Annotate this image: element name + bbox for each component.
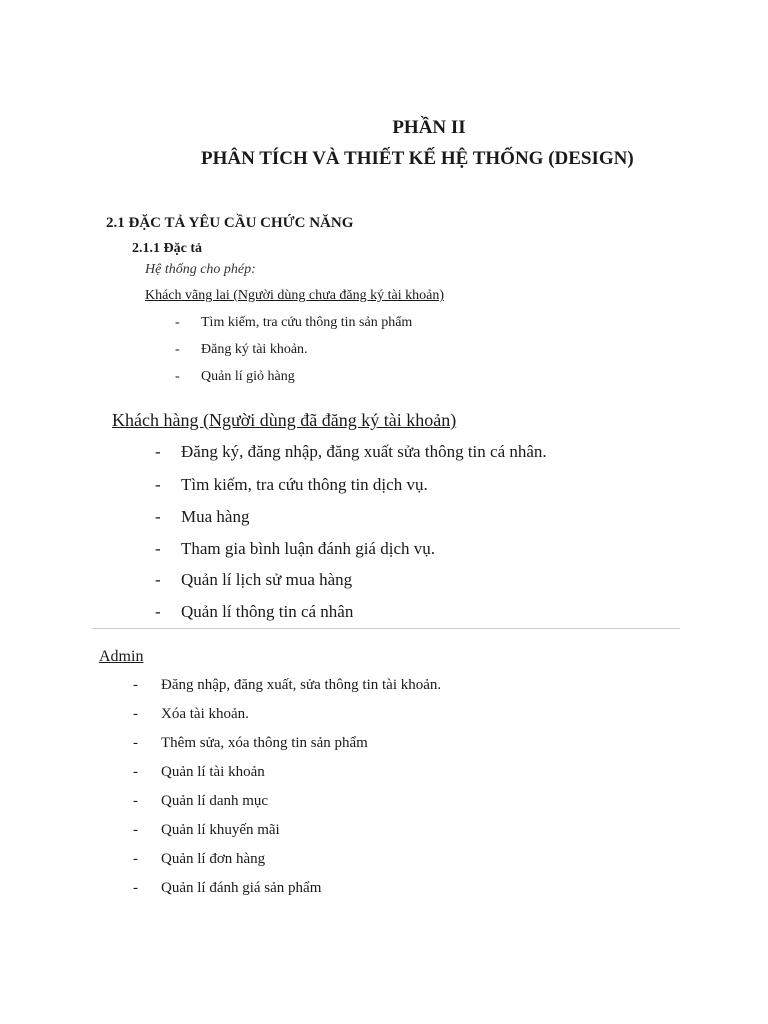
list-item bbox=[155, 602, 353, 622]
bullet-dash: - bbox=[133, 822, 138, 838]
bullet-dash: - bbox=[155, 570, 161, 589]
list-item-text: Quản lí đánh giá sản phẩm bbox=[161, 880, 322, 896]
list-item-text: Tham gia bình luận đánh giá dịch vụ. bbox=[181, 539, 435, 558]
bullet-dash: - bbox=[155, 475, 161, 494]
list-item bbox=[133, 793, 268, 810]
list-item-text: Quản lí danh mục bbox=[161, 793, 269, 809]
bullet-dash: - bbox=[133, 706, 138, 722]
list-item-text: Mua hàng bbox=[181, 507, 250, 526]
guest-group-title: Khách vãng lai (Người dùng chưa đăng ký tài khoản) bbox=[145, 288, 444, 303]
list-item-text: Đăng nhập, đăng xuất, sửa thông tin tài khoản. bbox=[161, 677, 442, 693]
bullet-dash: - bbox=[133, 677, 138, 693]
list-item-text: Tìm kiếm, tra cứu thông tin sản phẩm bbox=[201, 315, 413, 330]
admin-group-title: Admin bbox=[99, 648, 144, 665]
list-item-text: Tìm kiếm, tra cứu thông tin dịch vụ. bbox=[181, 475, 428, 494]
bullet-dash: - bbox=[155, 442, 161, 461]
list-item bbox=[155, 442, 547, 462]
customer-group-title: Khách hàng (Người dùng đã đăng ký tài khoản) bbox=[112, 410, 457, 430]
list-item-text: Quản lí giỏ hàng bbox=[201, 369, 295, 384]
list-item bbox=[133, 822, 280, 839]
bullet-dash: - bbox=[155, 602, 161, 621]
list-item bbox=[155, 570, 352, 590]
list-item bbox=[133, 764, 265, 781]
list-item bbox=[175, 342, 308, 358]
list-item-text: Quản lí tài khoản bbox=[161, 764, 265, 780]
list-item-text: Quản lí thông tin cá nhân bbox=[181, 602, 354, 621]
list-item bbox=[133, 735, 368, 752]
list-item bbox=[133, 706, 249, 723]
bullet-dash: - bbox=[155, 507, 161, 526]
list-item bbox=[175, 315, 412, 331]
list-item-text: Xóa tài khoản. bbox=[161, 706, 249, 722]
part-heading: PHẦN II bbox=[392, 117, 466, 138]
section-title: 2.1 ĐẶC TẢ YÊU CẦU CHỨC NĂNG bbox=[106, 215, 354, 231]
bullet-dash: - bbox=[133, 764, 138, 780]
list-item bbox=[133, 677, 441, 694]
list-item-text: Đăng ký tài khoản. bbox=[201, 342, 308, 357]
list-item bbox=[175, 369, 295, 385]
bullet-dash: - bbox=[133, 735, 138, 751]
bullet-dash: - bbox=[175, 342, 180, 357]
list-item-text: Quản lí đơn hàng bbox=[161, 851, 266, 867]
bullet-dash: - bbox=[133, 880, 138, 896]
list-item-text: Quản lí khuyến mãi bbox=[161, 822, 280, 838]
bullet-dash: - bbox=[133, 851, 138, 867]
bullet-dash: - bbox=[155, 539, 161, 558]
list-item bbox=[133, 851, 265, 868]
bullet-dash: - bbox=[133, 793, 138, 809]
section-divider bbox=[92, 628, 680, 629]
list-item bbox=[155, 539, 435, 559]
list-item bbox=[155, 507, 249, 527]
subsection-title: 2.1.1 Đặc tả bbox=[132, 241, 202, 256]
bullet-dash: - bbox=[175, 369, 180, 384]
chapter-title: PHÂN TÍCH VÀ THIẾT KẾ HỆ THỐNG (DESIGN) bbox=[201, 148, 634, 169]
intro-text: Hệ thống cho phép: bbox=[145, 262, 256, 277]
list-item-text: Đăng ký, đăng nhập, đăng xuất sửa thông tin cá nhân. bbox=[181, 442, 547, 461]
list-item-text: Thêm sửa, xóa thông tin sản phẩm bbox=[161, 735, 368, 751]
list-item bbox=[133, 880, 321, 897]
list-item bbox=[155, 475, 428, 495]
bullet-dash: - bbox=[175, 315, 180, 330]
list-item-text: Quản lí lịch sử mua hàng bbox=[181, 570, 353, 589]
